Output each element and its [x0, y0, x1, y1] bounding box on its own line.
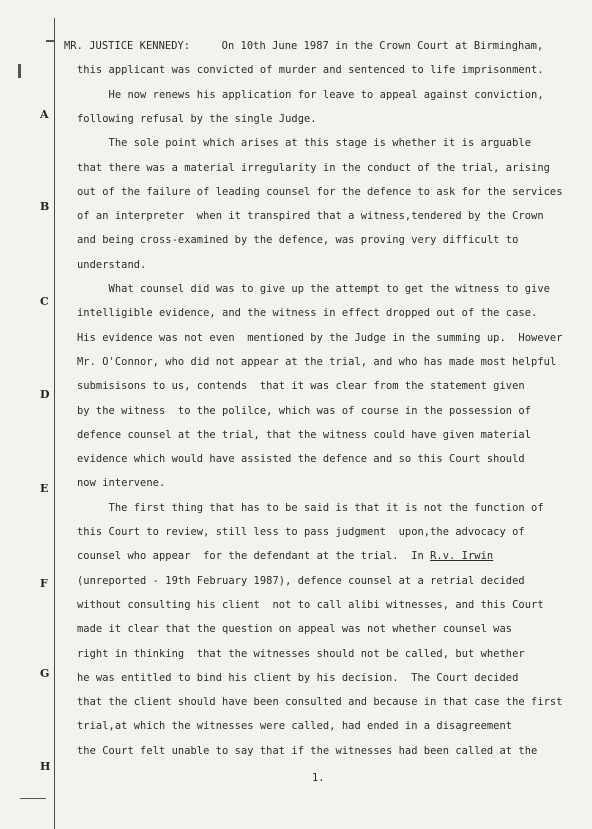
text-line — [77, 453, 525, 465]
text-span: this applicant was convicted of murder and sentenced to life imprisonment. — [77, 64, 544, 77]
margin-letter: D — [40, 388, 50, 401]
text-span: counsel who appear for the defendant at the trial. In — [77, 550, 431, 563]
text-span: trial,at which the witnesses were called, had ended in a disagreement — [77, 720, 513, 733]
text-span: What counsel did was to give up the attempt to get the witness to give — [77, 283, 550, 295]
page-number: 1. — [312, 772, 325, 784]
text-span: MR. JUSTICE KENNEDY: On 10th June 1987 in the Crown Court at Birmingham, — [64, 40, 544, 52]
text-line — [77, 550, 493, 562]
text-span: evidence which would have assisted the defence and so this Court should — [77, 453, 525, 466]
text-line — [77, 64, 544, 76]
text-line — [77, 259, 146, 271]
margin-letter: B — [40, 200, 50, 213]
text-span: out of the failure of leading counsel for the defence to ask for the services — [77, 185, 563, 198]
text-line — [77, 720, 512, 732]
text-span: submisisons to us, contends that it was clear from the statement given — [77, 380, 525, 393]
text-line — [77, 283, 550, 295]
text-line — [77, 477, 165, 489]
text-span: the Court felt unable to say that if the witnesses had been called at the — [77, 744, 538, 757]
text-line — [64, 40, 543, 52]
margin-mark — [20, 798, 46, 799]
margin-letter: H — [40, 760, 51, 773]
margin-letter: F — [40, 577, 48, 590]
text-line — [77, 234, 518, 246]
text-span: The sole point which arises at this stage is whether it is arguable — [77, 137, 532, 150]
text-line — [77, 186, 563, 198]
text-line — [77, 137, 531, 149]
text-line — [77, 210, 544, 222]
text-span: this Court to review, still less to pass judgment upon,the advocacy of — [77, 526, 525, 538]
text-span: understand. — [77, 258, 147, 271]
text-line — [77, 526, 525, 538]
text-span: right in thinking that the witnesses should not be called, but whether — [77, 647, 525, 660]
text-span: made it clear that the question on appeal was not whether counsel was — [77, 623, 513, 636]
text-span: that there was a material irregularity in the conduct of the trial, arising — [77, 161, 550, 174]
text-line — [77, 332, 563, 344]
text-span: intelligible evidence, and the witness in effect dropped out of the case. — [77, 307, 538, 320]
text-line — [77, 429, 531, 441]
text-span: he was entitled to bind his client by his decision. The Court decided — [77, 671, 519, 684]
text-line — [77, 307, 537, 319]
text-span: He now renews his application for leave to appeal against conviction, — [77, 88, 544, 101]
text-span: The first thing that has to be said is that it is not the function of — [77, 501, 544, 514]
text-span: now intervene. — [77, 477, 166, 490]
text-line — [77, 162, 550, 174]
text-line — [77, 745, 537, 757]
text-span: defence counsel at the trial, that the witness could have given material — [77, 428, 532, 441]
text-line — [77, 113, 317, 125]
text-span: following refusal by the single Judge. — [77, 112, 317, 125]
margin-rule — [54, 18, 55, 829]
text-line — [77, 575, 525, 587]
margin-letter: G — [40, 667, 50, 680]
case-citation: R.v. Irwin — [430, 550, 494, 563]
text-line — [77, 696, 563, 708]
text-line — [77, 356, 556, 368]
text-line — [77, 623, 512, 635]
text-line — [77, 89, 544, 101]
margin-letter: A — [40, 108, 49, 121]
text-line — [77, 380, 525, 392]
text-span: His evidence was not even mentioned by the Judge in the summing up. However — [77, 331, 563, 344]
margin-letter: C — [40, 295, 49, 308]
text-span: of an interpreter when it transpired that a witness,tendered by the Crown — [77, 210, 544, 223]
text-span: (unreported - 19th February 1987), defence counsel at a retrial decided — [77, 574, 525, 587]
text-span: without consulting his client not to call alibi witnesses, and this Court — [77, 598, 544, 611]
text-line — [77, 502, 544, 514]
margin-letter: E — [40, 482, 49, 495]
text-span: by the witness to the polilce, which was of course in the possession of — [77, 404, 532, 417]
text-line — [77, 599, 544, 611]
text-span: Mr. O'Connor, who did not appear at the trial, and who has made most helpful — [77, 355, 557, 368]
text-line — [77, 405, 531, 417]
text-span: and being cross-examined by the defence, was proving very difficult to — [77, 234, 519, 247]
text-span: that the client should have been consulted and because in that case the first — [77, 696, 563, 709]
margin-mark — [18, 64, 21, 78]
text-line — [77, 672, 518, 684]
margin-mark — [46, 40, 54, 42]
text-line — [77, 648, 525, 660]
